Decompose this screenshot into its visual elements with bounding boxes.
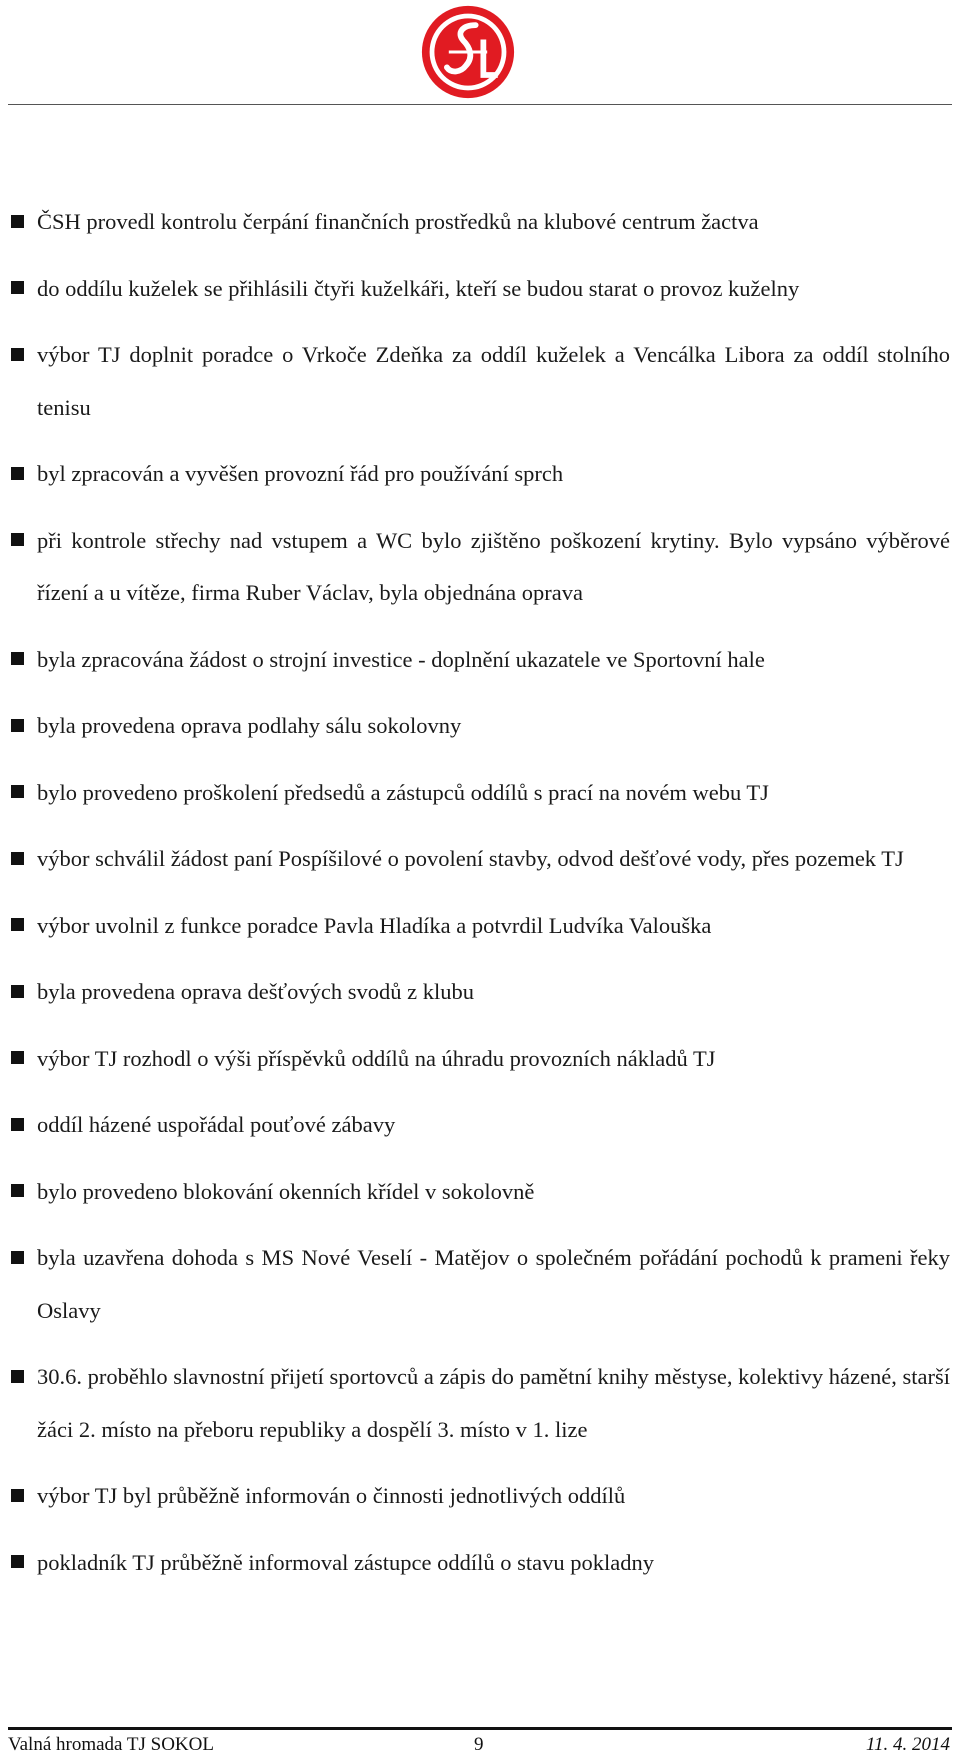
square-bullet-icon xyxy=(11,985,24,998)
list-item xyxy=(10,1033,950,1086)
square-bullet-icon xyxy=(11,281,24,294)
list-item-text: byl zpracován a vyvěšen provozní řád pro používání sprch xyxy=(37,461,564,486)
page-number: 9 xyxy=(474,1734,484,1755)
list-item-text: bylo provedeno blokování okenních křídel v sokolovně xyxy=(37,1178,535,1204)
list-item xyxy=(10,966,950,1019)
footer-title: Valná hromada TJ SOKOL xyxy=(8,1734,214,1755)
list-item-text: byla zpracována žádost o strojní investice - doplnění ukazatele ve Sportovní hale xyxy=(37,646,765,672)
list-item-text: výbor TJ byl průběžně informován o činnosti jednotlivých oddílů xyxy=(37,1483,626,1508)
square-bullet-icon xyxy=(11,467,24,480)
sokol-logo xyxy=(420,4,516,100)
list-item-text: pokladník TJ průběžně informoval zástupce oddílů o stavu pokladny xyxy=(37,1549,654,1575)
list-item-text: byla provedena oprava dešťových svodů z klubu xyxy=(37,979,474,1004)
list-item xyxy=(10,700,950,753)
list-item xyxy=(10,196,950,249)
list-item xyxy=(10,1470,950,1523)
list-item-text: do oddílu kuželek se přihlásili čtyři kuželkáři, kteří se budou starat o provoz kuželny xyxy=(37,275,800,301)
square-bullet-icon xyxy=(11,1118,24,1131)
list-item xyxy=(10,448,950,501)
list-item-text: při kontrole střechy nad vstupem a WC bylo zjištěno poškození krytiny. Bylo vypsáno výběrové řízení a u vítěze, firma Ruber Václav, byla objednána oprava xyxy=(37,527,950,605)
list-item-text: výbor TJ doplnit poradce o Vrkoče Zdeňka za oddíl kuželek a Vencálka Libora za oddíl stolního tenisu xyxy=(37,342,950,420)
footer-date: 11. 4. 2014 xyxy=(865,1734,950,1755)
square-bullet-icon xyxy=(11,719,24,732)
square-bullet-icon xyxy=(11,533,24,546)
list-item xyxy=(10,1232,950,1337)
page-footer xyxy=(8,1734,952,1755)
list-item-text: byla provedena oprava podlahy sálu sokolovny xyxy=(37,713,462,738)
square-bullet-icon xyxy=(11,652,24,665)
header-divider xyxy=(8,104,952,105)
list-item xyxy=(10,515,950,620)
square-bullet-icon xyxy=(11,918,24,931)
list-item-text: 30.6. proběhlo slavnostní přijetí sportovců a zápis do pamětní knihy městyse, kolektivy házené, starší žáci 2. místo na přeboru republiky a dospělí 3. místo v 1. lize xyxy=(37,1364,950,1442)
footer-divider xyxy=(8,1727,952,1730)
list-item-text: výbor TJ rozhodl o výši příspěvků oddílů na úhradu provozních nákladů TJ xyxy=(37,1045,716,1071)
list-item xyxy=(10,263,950,316)
list-item xyxy=(10,767,950,820)
list-item-text: bylo provedeno proškolení předsedů a zástupců oddílů s prací na novém webu TJ xyxy=(37,779,769,805)
square-bullet-icon xyxy=(11,785,24,798)
list-item xyxy=(10,1351,950,1456)
square-bullet-icon xyxy=(11,1489,24,1502)
list-item-text: výbor schválil žádost paní Pospíšilové o povolení stavby, odvod dešťové vody, přes pozemek TJ xyxy=(37,846,904,871)
square-bullet-icon xyxy=(11,348,24,361)
list-item xyxy=(10,833,950,886)
list-item-text: ČSH provedl kontrolu čerpání finančních prostředků na klubové centrum žactva xyxy=(37,209,759,234)
list-item xyxy=(10,1099,950,1152)
square-bullet-icon xyxy=(11,1370,24,1383)
list-item xyxy=(10,634,950,687)
list-item xyxy=(10,900,950,953)
list-item-text: oddíl házené uspořádal pouťové zábavy xyxy=(37,1112,396,1137)
list-item xyxy=(10,329,950,434)
square-bullet-icon xyxy=(11,852,24,865)
bullet-list xyxy=(10,196,950,1603)
square-bullet-icon xyxy=(11,1051,24,1064)
square-bullet-icon xyxy=(11,1184,24,1197)
list-item-text: výbor uvolnil z funkce poradce Pavla Hladíka a potvrdil Ludvíka Valouška xyxy=(37,912,712,938)
square-bullet-icon xyxy=(11,215,24,228)
list-item-text: byla uzavřena dohoda s MS Nové Veselí - Matějov o společném pořádání pochodů k prameni řeky Oslavy xyxy=(37,1245,950,1323)
list-item xyxy=(10,1537,950,1590)
square-bullet-icon xyxy=(11,1555,24,1568)
square-bullet-icon xyxy=(11,1251,24,1264)
list-item xyxy=(10,1166,950,1219)
